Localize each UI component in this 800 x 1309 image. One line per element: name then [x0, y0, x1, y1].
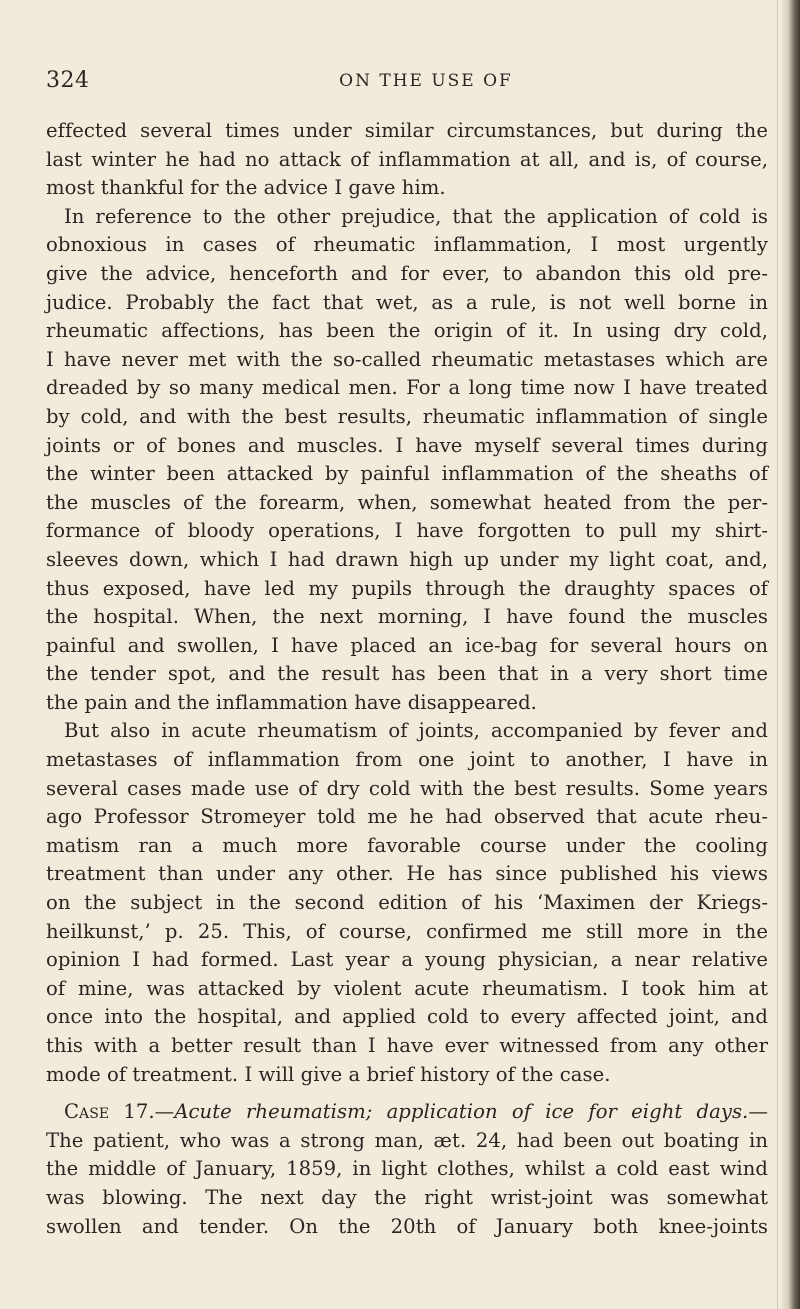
case-heading-line: [46, 1098, 768, 1127]
text-line: effected several times under similar circumstances, but during the: [46, 119, 768, 142]
text-line: obnoxious in cases of rheumatic inflammation, I most urgently: [46, 233, 768, 257]
text-line: opinion I had formed. Last year a young physician, a near relative: [46, 948, 768, 972]
case-dash: —: [154, 1100, 175, 1124]
text-line: the winter been attacked by painful inflammation of the sheaths of: [46, 462, 768, 486]
text-line: ago Professor Stromeyer told me he had observed that acute rheu-: [46, 805, 768, 829]
text-line: But also in acute rheumatism of joints, accompanied by fever and: [64, 719, 768, 743]
page-edge-line: [777, 0, 778, 1309]
text-line: the muscles of the forearm, when, somewhat heated from the per-: [46, 490, 768, 514]
text-line: In reference to the other prejudice, that the application of cold is: [64, 204, 768, 228]
case-number: 17.: [123, 1100, 155, 1124]
text-line: of mine, was attacked by violent acute rheumatism. I took him at: [46, 976, 768, 1000]
page-number: 324: [46, 68, 90, 93]
case-label: Case: [64, 1100, 110, 1124]
page-header: [46, 68, 746, 98]
text-line: dreaded by so many medical men. For a long time now I have treated: [46, 376, 768, 400]
text-line: this with a better result than I have ever witnessed from any other: [46, 1034, 768, 1057]
body-text: [46, 117, 768, 1241]
text-line: painful and swollen, I have placed an ice-bag for several hours on: [46, 633, 768, 657]
text-line: once into the hospital, and applied cold to every affected joint, and: [46, 1005, 768, 1029]
text-line: give the advice, henceforth and for ever, to abandon this old pre-: [46, 261, 768, 285]
text-line: rheumatic affections, has been the origin of it. In using dry cold,: [46, 319, 768, 343]
text-line: on the subject in the second edition of his ‘Maximen der Kriegs-: [46, 891, 768, 915]
text-line: metastases of inflammation from one joint to another, I have in: [46, 748, 768, 772]
text-line: I have never met with the so-called rheumatic metastases which are: [46, 347, 768, 371]
text-line: judice. Probably the fact that wet, as a rule, is not well borne in: [46, 290, 768, 314]
text-line: matism ran a much more favorable course under the cooling: [46, 833, 768, 857]
text-line: formance of bloody operations, I have forgotten to pull my shirt-: [46, 519, 768, 543]
text-line: by cold, and with the best results, rheumatic inflammation of single: [46, 404, 768, 428]
text-line: sleeves down, which I had drawn high up under my light coat, and,: [46, 547, 768, 571]
text-line: last winter he had no attack of inflammation at all, and is, of course,: [46, 147, 768, 171]
text-line: thus exposed, have led my pupils through the draughty spaces of: [46, 576, 768, 600]
page-edge: [782, 0, 800, 1309]
case-trailing-dash: —: [748, 1100, 768, 1124]
text-line: the hospital. When, the next morning, I have found the muscles: [46, 605, 768, 629]
text-line: heilkunst,’ p. 25. This, of course, confirmed me still more in the: [46, 919, 768, 943]
text-line: swollen and tender. On the 20th of January both knee-joints: [46, 1214, 768, 1238]
text-line: the pain and the inflammation have disappeared.: [46, 690, 537, 714]
text-line: joints or of bones and muscles. I have myself several times during: [46, 433, 768, 457]
case-title: Acute rheumatism; application of ice for eight days.: [174, 1100, 749, 1124]
case-gap: [46, 1089, 768, 1098]
text-line: the middle of January, 1859, in light clothes, whilst a cold east wind: [46, 1157, 768, 1181]
text-line: treatment than under any other. He has since published his views: [46, 862, 768, 886]
text-line: mode of treatment. I will give a brief history of the case.: [46, 1062, 611, 1086]
text-line: was blowing. The next day the right wrist-joint was somewhat: [46, 1185, 768, 1209]
text-line: most thankful for the advice I gave him.: [46, 176, 446, 200]
text-line: several cases made use of dry cold with the best results. Some years: [46, 776, 768, 800]
text-line: the tender spot, and the result has been that in a very short time: [46, 662, 768, 686]
text-line: The patient, who was a strong man, æt. 24, had been out boating in: [46, 1128, 768, 1152]
running-head: ON THE USE OF: [339, 71, 513, 91]
